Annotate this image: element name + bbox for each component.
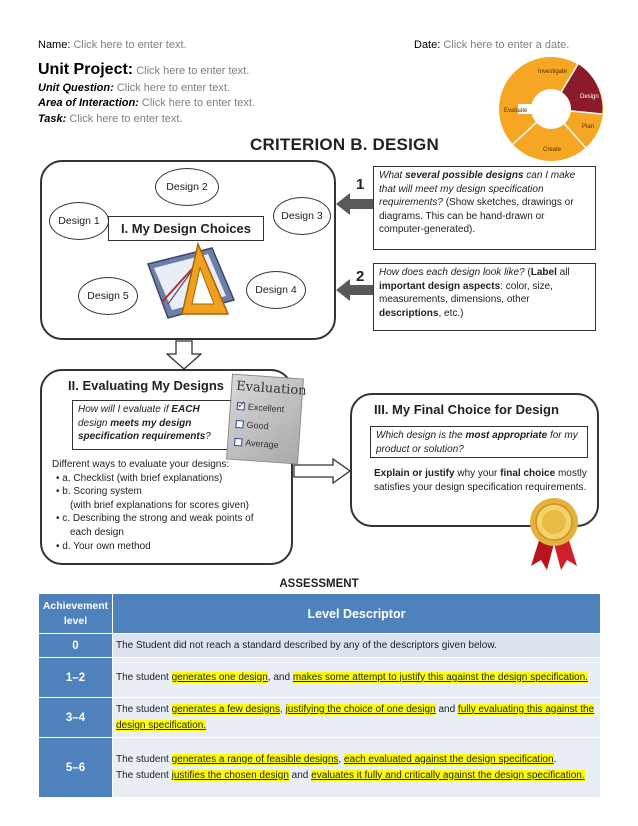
achievement-level-header: Achievement level xyxy=(39,594,113,634)
date-label: Date: xyxy=(414,39,441,51)
q4-text-b: most appropriate xyxy=(465,430,548,441)
unit-question-placeholder[interactable]: Click here to enter text. xyxy=(116,82,230,94)
methods-intro: Different ways to evaluate your designs: xyxy=(52,459,230,470)
design-4-oval: Design 4 xyxy=(246,271,306,309)
table-row xyxy=(39,658,601,698)
q3-text-c: design xyxy=(78,417,111,429)
evaluation-methods-list xyxy=(52,458,287,553)
level-cell: 3–4 xyxy=(39,698,113,738)
table-row xyxy=(39,634,601,658)
final-choice-title: III. My Final Choice for Design xyxy=(374,402,559,417)
cycle-label-design: Design xyxy=(580,94,599,100)
q2-text-e: important design aspects xyxy=(379,280,501,292)
method-b-detail: (with brief explanations for scores given) xyxy=(70,499,249,511)
method-d: • d. Your own method xyxy=(56,540,151,552)
assessment-title: ASSESSMENT xyxy=(279,578,359,590)
step-number-2: 2 xyxy=(356,268,365,285)
design-cycle-diagram xyxy=(498,56,604,162)
name-placeholder[interactable]: Click here to enter text. xyxy=(73,39,187,51)
arrow-left-2 xyxy=(336,279,374,301)
table-row xyxy=(39,738,601,798)
q3-text-d: meets my design specification requirements xyxy=(78,417,206,442)
descriptor-cell: The Student did not reach a standard described by any of the descriptors given below. xyxy=(113,634,601,658)
explain-d: mostly satisfies your design specification requirements. xyxy=(374,468,587,493)
q3-text-b: EACH xyxy=(171,404,200,415)
explain-c: final choice xyxy=(500,468,556,479)
empty-box-icon xyxy=(234,438,243,447)
table-row xyxy=(39,698,601,738)
unit-project-label: Unit Project: xyxy=(38,61,134,78)
q2-text-c: Label xyxy=(530,267,557,278)
step-number-1: 1 xyxy=(356,176,365,193)
question-4-box xyxy=(370,426,588,458)
unit-project-field[interactable] xyxy=(38,61,249,79)
q1-text-b: several possible designs xyxy=(405,170,524,181)
q1-text-a: What xyxy=(379,170,406,181)
descriptor-cell: The student generates a range of feasible designs, each evaluated against the design specification. The student justifies the chosen design and evaluates it fully and critically against the design specification. xyxy=(113,738,601,798)
cycle-label-investigate: Investigate xyxy=(538,69,568,75)
method-a: • a. Checklist (with brief explanations) xyxy=(56,472,223,484)
q2-text-g: descriptions xyxy=(379,307,439,319)
task-placeholder[interactable]: Click here to enter text. xyxy=(69,113,183,125)
level-cell: 5–6 xyxy=(39,738,113,798)
q1-text-d: (Show sketches, drawings or diagrams. This can be hand-drawn or computer-generated). xyxy=(379,197,574,235)
date-placeholder[interactable]: Click here to enter a date. xyxy=(443,39,570,51)
cycle-label-evaluate: Evaluate xyxy=(504,108,528,114)
arrow-left-1 xyxy=(336,193,374,215)
task-label: Task: xyxy=(38,113,67,125)
area-of-interaction-placeholder[interactable]: Click here to enter text. xyxy=(141,97,256,109)
unit-question-label: Unit Question: xyxy=(38,82,114,94)
design-3-oval: Design 3 xyxy=(273,197,331,235)
method-b: • b. Scoring system xyxy=(56,486,142,498)
unit-project-placeholder[interactable]: Click here to enter text. xyxy=(136,65,250,77)
arrow-down xyxy=(166,340,202,370)
level-cell: 0 xyxy=(39,634,113,658)
design-5-oval: Design 5 xyxy=(78,277,138,315)
question-2-box xyxy=(373,263,596,331)
final-choice-explanation xyxy=(374,467,594,495)
method-c: • c. Describing the strong and weak points of xyxy=(56,513,254,525)
evaluation-card-good: Good xyxy=(235,419,269,431)
empty-box-icon xyxy=(235,420,244,429)
design-1-oval: Design 1 xyxy=(49,202,109,240)
award-medal-icon xyxy=(523,496,585,570)
date-field[interactable] xyxy=(414,39,569,51)
explain-a: Explain or justify xyxy=(374,468,455,479)
task-field[interactable] xyxy=(38,113,183,125)
arrow-right xyxy=(293,458,351,484)
evaluating-designs-title: II. Evaluating My Designs xyxy=(68,378,225,393)
cycle-label-plan: Plan xyxy=(582,124,595,130)
descriptor-cell: The student generates one design, and makes some attempt to justify this against the design specification. xyxy=(113,658,601,698)
q1-text-c: can I make that will meet my design specification requirements? xyxy=(379,170,576,208)
q4-text-c: for my product or solution? xyxy=(376,430,578,455)
q2-text-f: : color, size, measurements, dimensions, other xyxy=(379,280,553,305)
name-label: Name: xyxy=(38,39,71,51)
drafting-tools-icon xyxy=(142,238,242,322)
q2-text-b: ( xyxy=(524,267,531,278)
evaluation-card-image xyxy=(226,374,308,465)
cycle-label-create: Create xyxy=(543,147,562,153)
question-3-box xyxy=(72,400,232,450)
area-of-interaction-field[interactable] xyxy=(38,97,255,109)
q3-text-e: ? xyxy=(205,431,211,442)
design-2-oval: Design 2 xyxy=(155,168,219,206)
area-of-interaction-label: Area of Interaction: xyxy=(38,97,139,109)
evaluation-card-excellent: ✓ Excellent xyxy=(236,401,284,414)
q2-text-d: all xyxy=(556,267,570,278)
design-choices-title: I. My Design Choices xyxy=(108,216,264,241)
q2-text-a: How does each design look like? xyxy=(379,267,525,278)
descriptor-cell: The student generates a few designs, justifying the choice of one design and fully evaluating this against the design specification. xyxy=(113,698,601,738)
q2-text-h: , etc.) xyxy=(438,307,464,319)
criterion-title: CRITERION B. DESIGN xyxy=(250,135,439,154)
question-1-box xyxy=(373,166,596,250)
q3-text-a: How will I evaluate if xyxy=(78,404,172,415)
checked-box-icon xyxy=(237,402,246,411)
explain-b: why your xyxy=(454,468,501,479)
level-descriptor-header: Level Descriptor xyxy=(113,594,601,634)
unit-question-field[interactable] xyxy=(38,82,230,94)
name-field[interactable] xyxy=(38,39,187,51)
level-cell: 1–2 xyxy=(39,658,113,698)
assessment-rubric-table xyxy=(38,593,601,798)
evaluation-card-title: Evaluation xyxy=(235,378,308,399)
evaluation-card-average: Average xyxy=(234,437,279,450)
q4-text-a: Which design is the xyxy=(376,430,466,441)
table-header-row xyxy=(39,594,601,634)
method-c-detail: each design xyxy=(70,526,124,538)
